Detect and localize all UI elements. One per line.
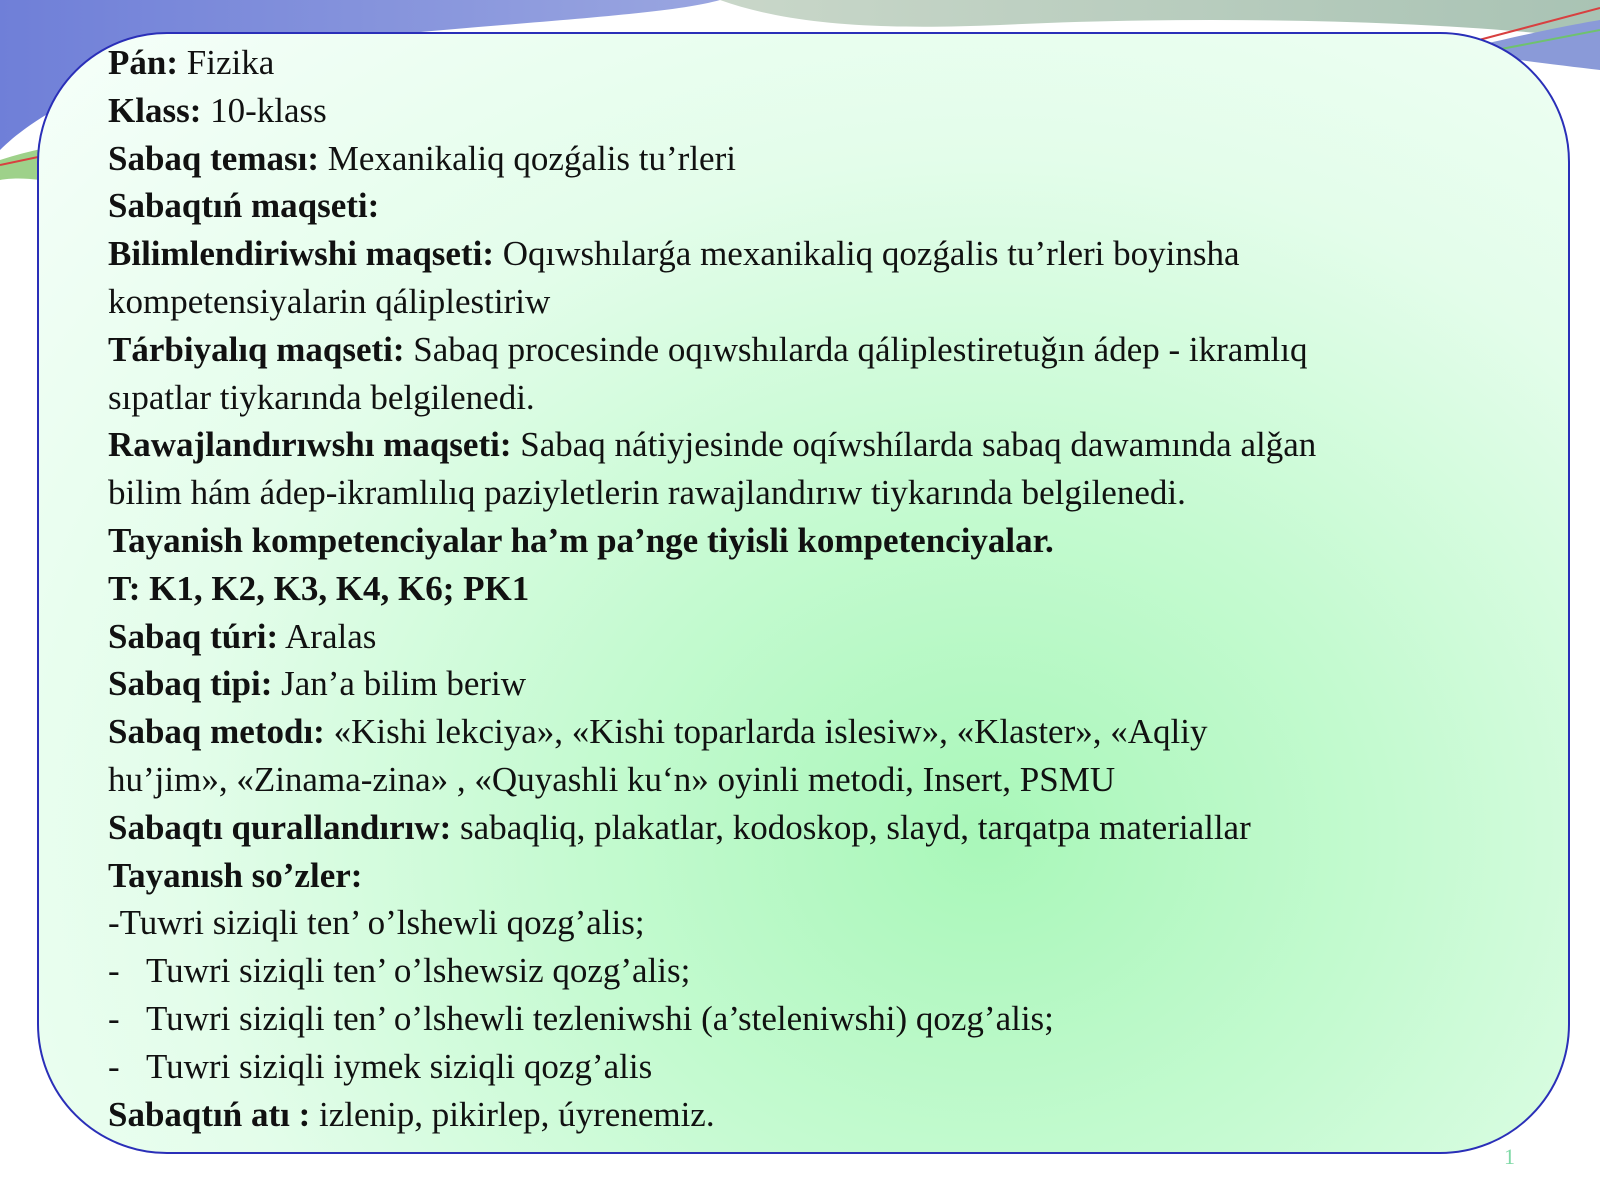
slide-page-number: 1 — [1504, 1144, 1515, 1169]
keyword-item — [108, 947, 1568, 995]
development-goal-line-1 — [108, 421, 1568, 469]
dash-bullet: - — [108, 1046, 120, 1086]
competencies-codes — [108, 565, 1568, 613]
educational-goal-value-1: Oqıwshılarǵa mexanikaliq qozǵalis tu’rleri boyinsha — [494, 234, 1240, 274]
topic-label: Sabaq teması: — [108, 138, 319, 178]
educational-goal-value-2: kompetensiyalarin qáliplestiriw — [108, 281, 551, 321]
keyword-item-first-text: -Tuwri siziqli ten’ o’lshewli qozg’alis; — [108, 903, 645, 943]
equipment-line — [108, 804, 1568, 852]
subject-line — [108, 39, 1568, 87]
lesson-type-value: Jan’a bilim beriw — [272, 664, 527, 704]
class-value: 10-klass — [201, 90, 327, 130]
methods-label: Sabaq metodı: — [108, 712, 325, 752]
equipment-label: Sabaqtı qurallandırıw: — [108, 807, 452, 847]
upbringing-goal-value-2: sıpatlar tiykarında belgilenedi. — [108, 377, 535, 417]
lesson-type-line — [108, 660, 1568, 708]
lesson-plan-text — [108, 39, 1568, 1138]
keyword-item — [108, 995, 1568, 1043]
equipment-value: sabaqliq, plakatlar, kodoskop, slayd, tarqatpa materiallar — [451, 807, 1251, 847]
educational-goal-line-1 — [108, 230, 1568, 278]
dash-bullet: - — [108, 951, 120, 991]
keyword-item-text: Tuwri siziqli iymek siziqli qozg’alis — [146, 1046, 653, 1086]
lesson-kind-line — [108, 613, 1568, 661]
keywords-heading — [108, 852, 1568, 900]
subject-value: Fizika — [178, 43, 275, 82]
topic-value: Mexanikaliq qozǵalis tu’rleri — [319, 138, 736, 178]
methods-value-1: «Kishi lekciya», «Kishi toparlarda islesiw», «Klaster», «Aqliy — [324, 712, 1208, 752]
lesson-motto-value: izlenip, pikirlep, úyrenemiz. — [310, 1094, 715, 1134]
upbringing-goal-value-1: Sabaq procesinde oqıwshılarda qáliplestiretuǧın ádep - ikramlıq — [404, 329, 1308, 369]
methods-line-2 — [108, 756, 1568, 804]
development-goal-value-2: bilim hám ádep-ikramlılıq paziyletlerin rawajlandırıw tiykarında belgilenedi. — [108, 473, 1186, 513]
upbringing-goal-label: Tárbiyalıq maqseti: — [108, 329, 405, 369]
goal-label: Sabaqtıń maqseti: — [108, 186, 380, 226]
lesson-kind-value: Aralas — [278, 616, 377, 656]
development-goal-label: Rawajlandırıwshı maqseti: — [108, 425, 512, 465]
class-line — [108, 87, 1568, 135]
keyword-item-text: Tuwri siziqli ten’ o’lshewsiz qozg’alis; — [146, 951, 691, 991]
lesson-kind-label: Sabaq túri: — [108, 616, 279, 656]
keywords-label: Tayanısh so’zler: — [108, 855, 363, 895]
methods-value-2: hu’jim», «Zinama-zina» , «Quyashli ku‘n» oyinli metodi, Insert, PSMU — [108, 759, 1116, 799]
lesson-motto-line — [108, 1091, 1568, 1139]
competencies-codes-text: T: K1, K2, K3, K4, K6; PK1 — [108, 568, 530, 608]
competencies-title — [108, 517, 1568, 565]
subject-label: Pán: — [108, 43, 178, 82]
goal-heading — [108, 182, 1568, 230]
lesson-type-label: Sabaq tipi: — [108, 664, 273, 704]
educational-goal-label: Bilimlendiriwshi maqseti: — [108, 234, 494, 274]
development-goal-line-2 — [108, 469, 1568, 517]
upbringing-goal-line-2 — [108, 374, 1568, 422]
competencies-title-text: Tayanish kompetenciyalar ha’m pa’nge tiyisli kompetenciyalar. — [108, 520, 1054, 560]
keyword-item-first — [108, 899, 1568, 947]
development-goal-value-1: Sabaq nátiyjesinde oqíwshílarda sabaq dawamında alǧan — [511, 425, 1317, 465]
lesson-motto-label: Sabaqtıń atı : — [108, 1094, 311, 1134]
upbringing-goal-line-1 — [108, 326, 1568, 374]
keyword-item — [108, 1043, 1568, 1091]
methods-line-1 — [108, 708, 1568, 756]
class-label: Klass: — [108, 90, 202, 130]
topic-line — [108, 135, 1568, 183]
keyword-item-text: Tuwri siziqli ten’ o’lshewli tezleniwshi (a’steleniwshi) qozg’alis; — [146, 998, 1054, 1038]
educational-goal-line-2 — [108, 278, 1568, 326]
dash-bullet: - — [108, 998, 120, 1038]
